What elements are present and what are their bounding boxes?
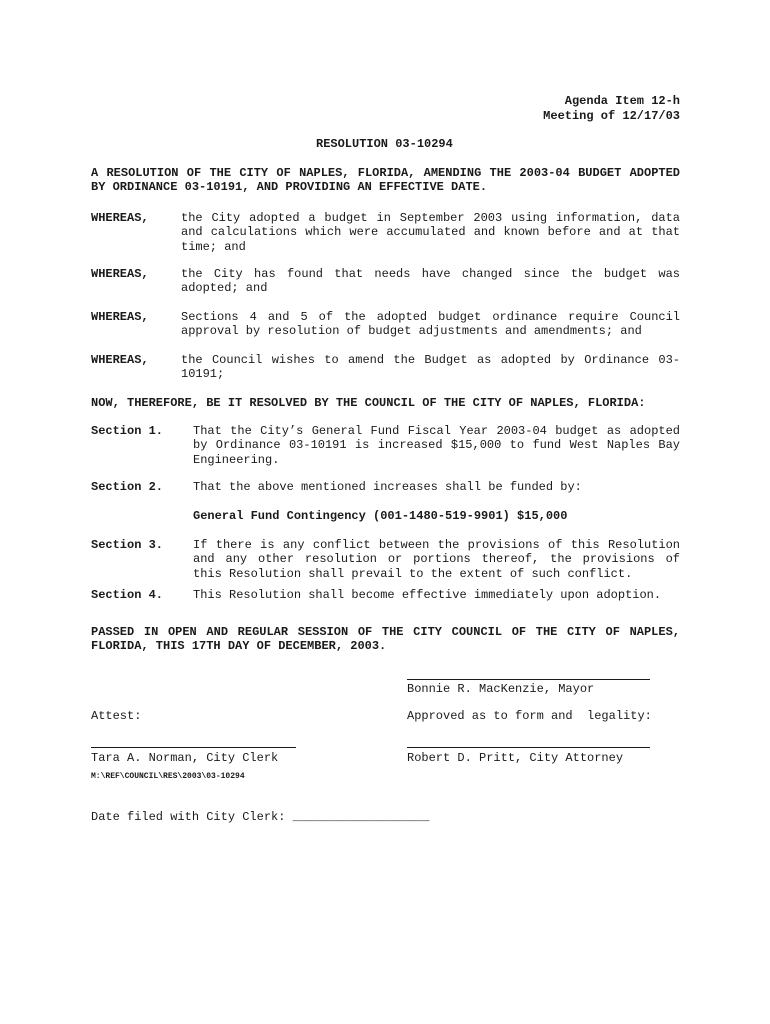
whereas-label: WHEREAS,	[91, 310, 149, 324]
approved-label: Approved as to form and legality:	[407, 709, 652, 723]
passed-statement: PASSED IN OPEN AND REGULAR SESSION OF THE CITY COUNCIL OF THE CITY OF NAPLES, FLORIDA, THIS 17TH DAY OF DECEMBER, 2003.	[91, 625, 680, 654]
date-filed: Date filed with City Clerk: ___________________	[91, 810, 430, 824]
mayor-name: Bonnie R. MacKenzie, Mayor	[407, 682, 595, 696]
resolved-clause: NOW, THEREFORE, BE IT RESOLVED BY THE COUNCIL OF THE CITY OF NAPLES, FLORIDA:	[91, 396, 646, 410]
whereas-label: WHEREAS,	[91, 211, 149, 225]
resolution-title: RESOLUTION 03-10294	[316, 137, 453, 151]
whereas-label: WHEREAS,	[91, 267, 149, 281]
attest-label: Attest:	[91, 709, 142, 723]
meeting-date: Meeting of 12/17/03	[543, 109, 680, 123]
clerk-signature-line	[91, 747, 296, 748]
whereas-text: the City has found that needs have changed since the budget was adopted; and	[181, 267, 680, 296]
file-path: M:\REF\COUNCIL\RES\2003\03-10294	[91, 772, 245, 781]
section-text: That the above mentioned increases shall be funded by:	[193, 480, 582, 494]
whereas-text: the Council wishes to amend the Budget as adopted by Ordinance 03-10191;	[181, 353, 680, 382]
section-text: If there is any conflict between the provisions of this Resolution and any other resolution or portions thereof, the provisions of this Resolution shall prevail to the extent of such conflict.	[193, 538, 680, 581]
section-label: Section 3.	[91, 538, 164, 552]
clerk-name: Tara A. Norman, City Clerk	[91, 751, 279, 765]
attorney-name: Robert D. Pritt, City Attorney	[407, 751, 624, 765]
whereas-label: WHEREAS,	[91, 353, 149, 367]
section-label: Section 4.	[91, 588, 164, 602]
section-label: Section 2.	[91, 480, 164, 494]
section-text: That the City’s General Fund Fiscal Year 2003-04 budget as adopted by Ordinance 03-10191 is increased $15,000 to fund West Naples Bay Engineering.	[193, 424, 680, 467]
whereas-text: Sections 4 and 5 of the adopted budget ordinance require Council approval by resolution of budget adjustments and amendments; and	[181, 310, 680, 339]
section-text: This Resolution shall become effective immediately upon adoption.	[193, 588, 662, 602]
attorney-signature-line	[407, 747, 650, 748]
agenda-item: Agenda Item 12-h	[564, 94, 680, 108]
funding-line: General Fund Contingency (001-1480-519-9901) $15,000	[193, 509, 568, 523]
section-label: Section 1.	[91, 424, 164, 438]
resolution-caption: A RESOLUTION OF THE CITY OF NAPLES, FLORIDA, AMENDING THE 2003-04 BUDGET ADOPTED BY ORDINANCE 03-10191, AND PROVIDING AN EFFECTIVE DATE.	[91, 166, 680, 195]
whereas-text: the City adopted a budget in September 2003 using information, data and calculations which were accumulated and known before and at that time; and	[181, 211, 680, 254]
mayor-signature-line	[407, 679, 650, 680]
